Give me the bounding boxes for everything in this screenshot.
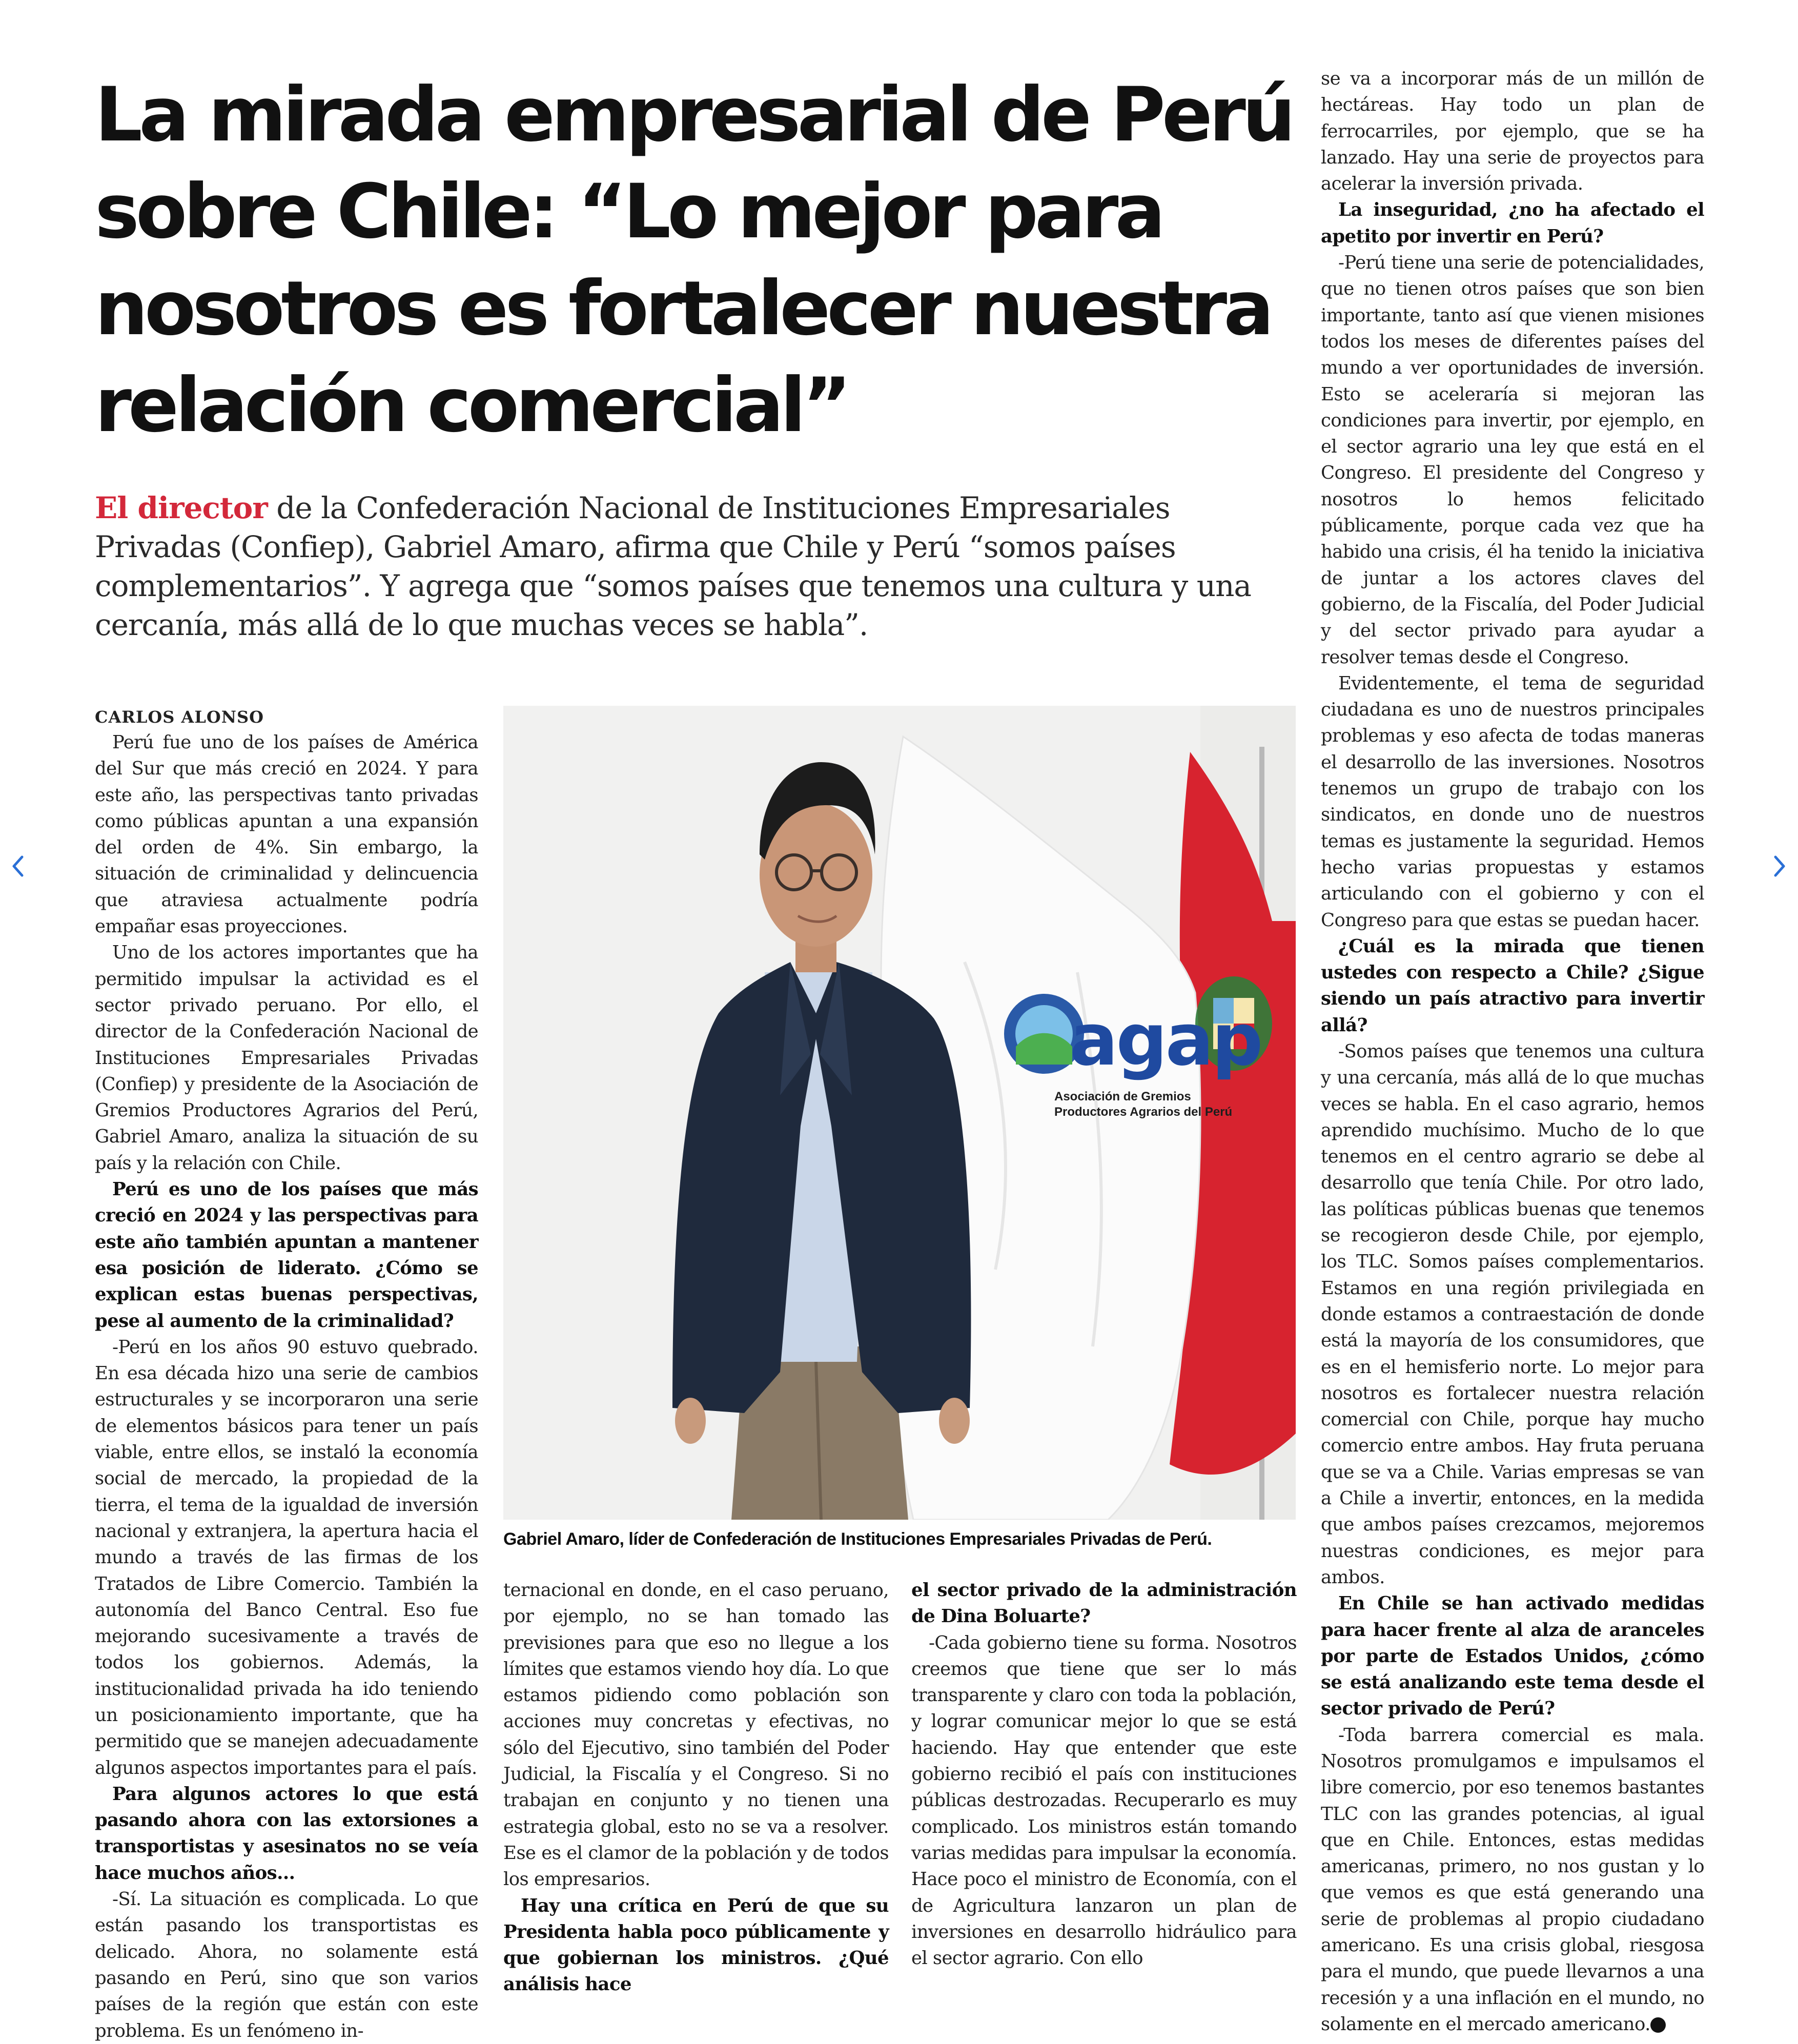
paragraph: -Sí. La situación es complicada. Lo que están pasando los transportistas es delicado. Ahora, no solamente está pasando en Perú, sino que son varios países de la región que están con este problema. Es un fenómeno in- [95,1889,478,2041]
paragraph [1321,1722,1704,2038]
photo-illustration [503,706,1296,1520]
photo-caption: Gabriel Amaro, líder de Confederación de Instituciones Empresariales Privadas de Perú. [503,1529,1212,1549]
article-column-4 [1321,66,1704,2037]
headline-line-2: sobre Chile: “Lo mejor para [95,168,1162,255]
lead-paragraph [95,488,1263,644]
interview-question: Para algunos actores lo que está pasando ahora con las extorsiones a transportistas y asesinatos no se veía hace muchos años... [95,1783,478,1884]
end-mark-icon: P [1650,2017,1666,2033]
interview-question: En Chile se han activado medidas para hacer frente al alza de aranceles por parte de Estados Unidos, ¿cómo se está analizando este tema desde el sector privado de Perú? [1321,1593,1704,1720]
headline-line-3: nosotros es fortalecer nuestra [95,265,1271,352]
chevron-left-icon [8,851,28,882]
next-page-button[interactable] [1764,846,1795,887]
headline-line-1: La mirada empresarial de Perú [95,71,1292,158]
paragraph: Evidentemente, el tema de seguridad ciudadana es uno de nuestros principales problemas y eso afecta de todas maneras el desarrollo de las inversiones. Nosotros tenemos un grupo de trabajo con los sindicatos, en donde uno de nuestros temas es justamente la seguridad. Hemos hecho varias propuestas y estamos articulando con el gobierno y con el Congreso para que estas se puedan hacer. [1321,672,1704,931]
paragraph: Uno de los actores importantes que ha permitido impulsar la actividad es el sector privado peruano. Por ello, el director de la Confederación Nacional de Instituciones Empresariales Privadas (Confiep) y presidente de la Asociación de Gremios Productores Agrarios del Perú, Gabriel Amaro, analiza la situación de su país y la relación con Chile. [95,942,478,1174]
paragraph: -Somos países que tenemos una cultura y una cercanía, más allá de lo que muchas veces se habla. En el caso agrario, hemos aprendido muchísimo. Mucho de lo que tenemos en el centro agrario se debe al desarrollo que tenía Chile. Por otro lado, las políticas públicas buenas que tenemos se recogieron desde Chile, por ejemplo, los TLC. Somos países complementarios. Estamos en una región privilegiada en donde estamos a contraestación de donde está la mayoría de los consumidores, que es en el hemisferio norte. Lo mejor para nosotros es fortalecer nuestra relación comercial con Chile, porque hay mucho comercio entre ambos. Hay fruta peruana que se va a Chile. Varias empresas se van a Chile a invertir, entonces, en la medida que ambos países crezcamos, mejoremos nuestras condiciones, es mejor para ambos. [1321,1040,1704,1588]
svg-text:Productores Agrarios del Perú: Productores Agrarios del Perú [1054,1105,1233,1119]
final-paragraph-text: -Toda barrera comercial es mala. Nosotros promulgamos e impulsamos el libre comercio, por eso tenemos bastantes TLC con las grandes potencias, al igual que en Chile. Entonces, estas medidas americanas, primero, no nos gustan y lo que vemos es que está generando una serie de problemas al propio ciudadano americano. Es una crisis global, riesgosa para el mundo, que puede llevarnos a una recesión y a una inflación en el mundo, no solamente en el mercado americano. [1321,1724,1704,2035]
interview-question: ¿Cuál es la mirada que tienen ustedes con respecto a Chile? ¿Sigue siendo un país atractivo para invertir allá? [1321,935,1704,1036]
interview-question: el sector privado de la administración de Dina Boluarte? [911,1580,1297,1627]
byline: CARLOS ALONSO [95,707,264,727]
interview-question: Perú es uno de los países que más creció en 2024 y las perspectivas para este año también apuntan a mantener esa posición de liderato. ¿Cómo se explican estas buenas perspectivas, pese al aumento de la criminalidad? [95,1179,478,1332]
lead-kicker: El director [95,490,268,525]
article-photo [503,706,1296,1520]
svg-text:Asociación de Gremios: Asociación de Gremios [1054,1090,1191,1103]
interview-question: Hay una crítica en Perú de que su Presidenta habla poco públicamente y que gobiernan los ministros. ¿Qué análisis hace [503,1895,889,1995]
article-column-2 [503,1577,889,1998]
paragraph: -Perú tiene una serie de potencialidades, que no tienen otros países que son bien importante, tanto así que vienen misiones todos los meses de diferentes países del mundo a ver oportunidades de inversión. Esto se aceleraría si mejoran las condiciones para invertir, por ejemplo, en el sector agrario una ley que está en el Congreso. El presidente del Congreso y nosotros lo hemos felicitado públicamente, porque cada vez que ha habido una crisis, él ha tenido la iniciativa de juntar a los actores claves del gobierno, de la Fiscalía, del Poder Judicial y del sector privado para ayudar a resolver temas desde el Congreso. [1321,252,1704,668]
paragraph: -Cada gobierno tiene su forma. Nosotros creemos que tiene que ser lo más transparente y claro con toda la población, y lograr comunicar mejor lo que se está haciendo. Hay que entender que este gobierno recibió el país con instituciones públicas destrozadas. Recuperarlo es muy complicado. Los ministros están tomando varias medidas para impulsar la economía. Hace poco el ministro de Economía, con el de Agricultura lanzaron un plan de inversiones en desarrollo hidráulico para el sector agrario. Con ello [911,1632,1297,1969]
paragraph: Perú fue uno de los países de América del Sur que más creció en 2024. Y para este año, las perspectivas tanto privadas como públicas apuntan a una expansión del orden de 4%. Sin embargo, la situación de criminalidad y delincuencia que atraviesa actualmente podría empañar esas proyecciones. [95,732,478,937]
previous-page-button[interactable] [3,846,33,887]
paragraph: ternacional en donde, en el caso peruano, por ejemplo, no se han tomado las previsiones para que eso no llegue a los límites que estamos viendo hoy día. Lo que estamos pidiendo como población son acciones muy concretas y efectivas, no sólo del Ejecutivo, sino también del Poder Judicial, la Fiscalía y el Congreso. Si no trabajan en conjunto y no tienen una estrategia global, esto no se va a resolver. Ese es el clamor de la población y de todos los empresarios. [503,1580,889,1890]
interview-question: La inseguridad, ¿no ha afectado el apetito por invertir en Perú? [1321,199,1704,247]
svg-text:agap: agap [1070,998,1261,1082]
headline-line-4: relación comercial” [95,362,848,449]
lead-text: de la Confederación Nacional de Instituciones Empresariales Privadas (Confiep), Gabriel Amaro, afirma que Chile y Perú “somos países complementarios”. Y agrega que “somos países que tenemos una cultura y una cercanía, más allá de lo que muchas veces se habla”. [95,490,1251,642]
paragraph: -Perú en los años 90 estuvo quebrado. En esa década hizo una serie de cambios estructurales y se incorporaron una serie de elementos básicos para tener un país viable, entre ellos, se instaló la economía social de mercado, la propiedad de la tierra, el tema de la igualdad de inversión nacional y extranjera, la apertura hacia el mundo a través de las firmas de los Tratados de Libre Comercio. También la autonomía del Banco Central. Eso fue mejorando sucesivamente a través de todos los gobiernos. Además, la institucionalidad privada ha ido teniendo un posicionamiento importante, que ha permitido que se manejen adecuadamente algunos aspectos importantes para el país. [95,1336,478,1779]
chevron-right-icon [1769,851,1790,882]
article-column-3 [911,1577,1297,1971]
headline [95,67,1292,454]
article-column-1 [95,706,478,2044]
paragraph: se va a incorporar más de un millón de hectáreas. Hay todo un plan de ferrocarriles, por ejemplo, que se ha lanzado. Hay una serie de proyectos para acelerar la inversión privada. [1321,68,1704,195]
